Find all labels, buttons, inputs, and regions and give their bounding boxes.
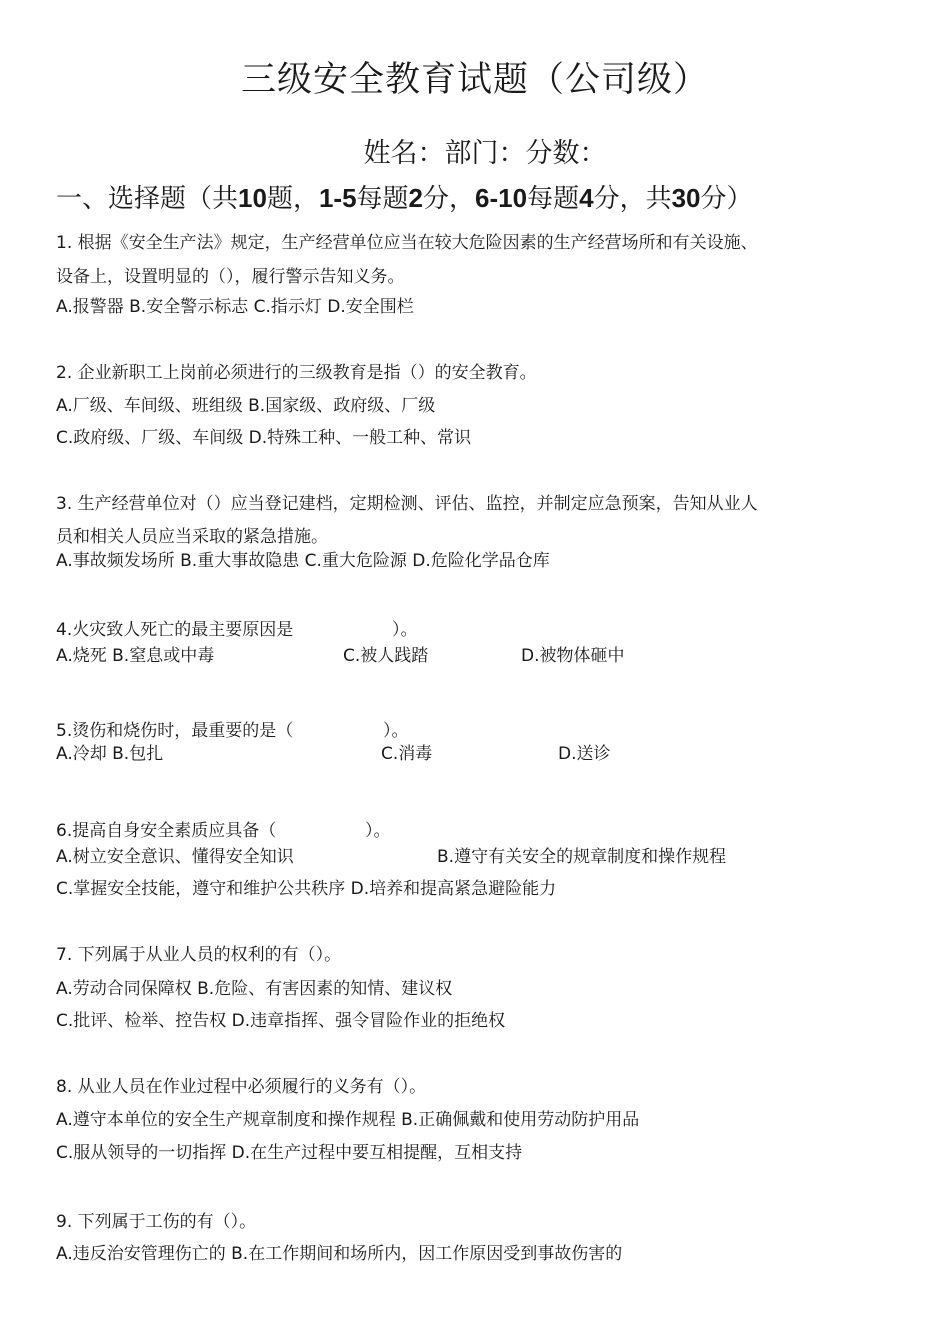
section-total: 30	[671, 183, 701, 213]
section-text: 题，	[266, 184, 319, 214]
section-range: 6-10	[475, 183, 528, 213]
question-7-stem: 7. 下列属于从业人员的权利的有（）。	[56, 945, 342, 965]
section-text: 每题	[527, 184, 580, 214]
question-6-stem-end: ）。	[365, 821, 391, 841]
section-prefix: 一、选择题（共	[56, 184, 239, 214]
section-points: 2	[408, 183, 424, 213]
question-6-options-line-2: C.掌握安全技能，遵守和维护公共秩序 D.培养和提高紧急避险能力	[56, 879, 557, 899]
question-4-option-d: D.被物体砸中	[521, 646, 625, 666]
question-6-option-b: B.遵守有关安全的规章制度和操作规程	[437, 847, 727, 867]
question-3-stem-line-1: 3. 生产经营单位对（）应当登记建档，定期检测、评估、监控，并制定应急预案，告知从业人	[56, 494, 758, 514]
question-3-stem-line-2: 员和相关人员应当采取的紧急措施。	[56, 527, 328, 547]
question-9-options-line-1: A.违反治安管理伤亡的 B.在工作期间和场所内，因工作原因受到事故伤害的	[56, 1244, 623, 1264]
question-1-options: A.报警器 B.安全警示标志 C.指示灯 D.安全围栏	[56, 297, 414, 317]
section-text: 每题	[356, 184, 409, 214]
question-8-options-line-1: A.遵守本单位的安全生产规章制度和操作规程 B.正确佩戴和使用劳动防护用品	[56, 1110, 640, 1130]
question-2-stem: 2. 企业新职工上岗前必须进行的三级教育是指（）的安全教育。	[56, 363, 537, 383]
question-7-options-line-1: A.劳动合同保障权 B.危险、有害因素的知情、建议权	[56, 979, 453, 999]
question-8-options-line-2: C.服从领导的一切指挥 D.在生产过程中要互相提醒，互相支持	[56, 1143, 523, 1163]
section-heading	[56, 178, 753, 215]
student-info-line: 姓名：部门：分数：	[363, 138, 607, 169]
question-5-option-ab: A.冷却 B.包扎	[56, 744, 164, 764]
question-8-stem: 8. 从业人员在作业过程中必须履行的义务有（）。	[56, 1077, 427, 1097]
question-2-options-line-1: A.厂级、车间级、班组级 B.国家级、政府级、厂级	[56, 396, 436, 416]
question-1-stem-line-2: 设备上，设置明显的（），履行警示告知义务。	[56, 267, 405, 287]
question-4-option-c: C.被人践踏	[343, 646, 429, 666]
question-4-stem-end: ）。	[392, 620, 418, 640]
section-text: 分）	[700, 184, 753, 214]
section-points: 4	[579, 183, 594, 213]
question-7-options-line-2: C.批评、检举、控告权 D.违章指挥、强令冒险作业的拒绝权	[56, 1011, 506, 1031]
section-count: 10	[238, 183, 267, 213]
question-6-stem: 6.提高自身安全素质应具备（	[56, 821, 277, 841]
question-4-stem: 4.火灾致人死亡的最主要原因是	[56, 620, 294, 640]
question-9-stem: 9. 下列属于工伤的有（）。	[56, 1212, 257, 1232]
question-6-option-a: A.树立安全意识、懂得安全知识	[56, 847, 294, 867]
question-1-stem-line-1: 1. 根据《安全生产法》规定，生产经营单位应当在较大危险因素的生产经营场所和有关设施、	[56, 233, 758, 253]
section-range: 1-5	[318, 183, 357, 213]
page-title: 三级安全教育试题（公司级）	[240, 60, 709, 100]
section-text: 分，	[423, 184, 476, 214]
question-5-option-d: D.送诊	[558, 744, 611, 764]
question-3-options: A.事故频发场所 B.重大事故隐患 C.重大危险源 D.危险化学品仓库	[56, 551, 550, 571]
section-text: 分，共	[593, 184, 672, 214]
question-5-stem-end: ）。	[383, 721, 409, 741]
question-2-options-line-2: C.政府级、厂级、车间级 D.特殊工种、一般工种、常识	[56, 428, 472, 448]
question-5-option-c: C.消毒	[381, 744, 433, 764]
question-5-stem: 5.烫伤和烧伤时，最重要的是（	[56, 721, 294, 741]
question-4-option-ab: A.烧死 B.窒息或中毒	[56, 646, 215, 666]
